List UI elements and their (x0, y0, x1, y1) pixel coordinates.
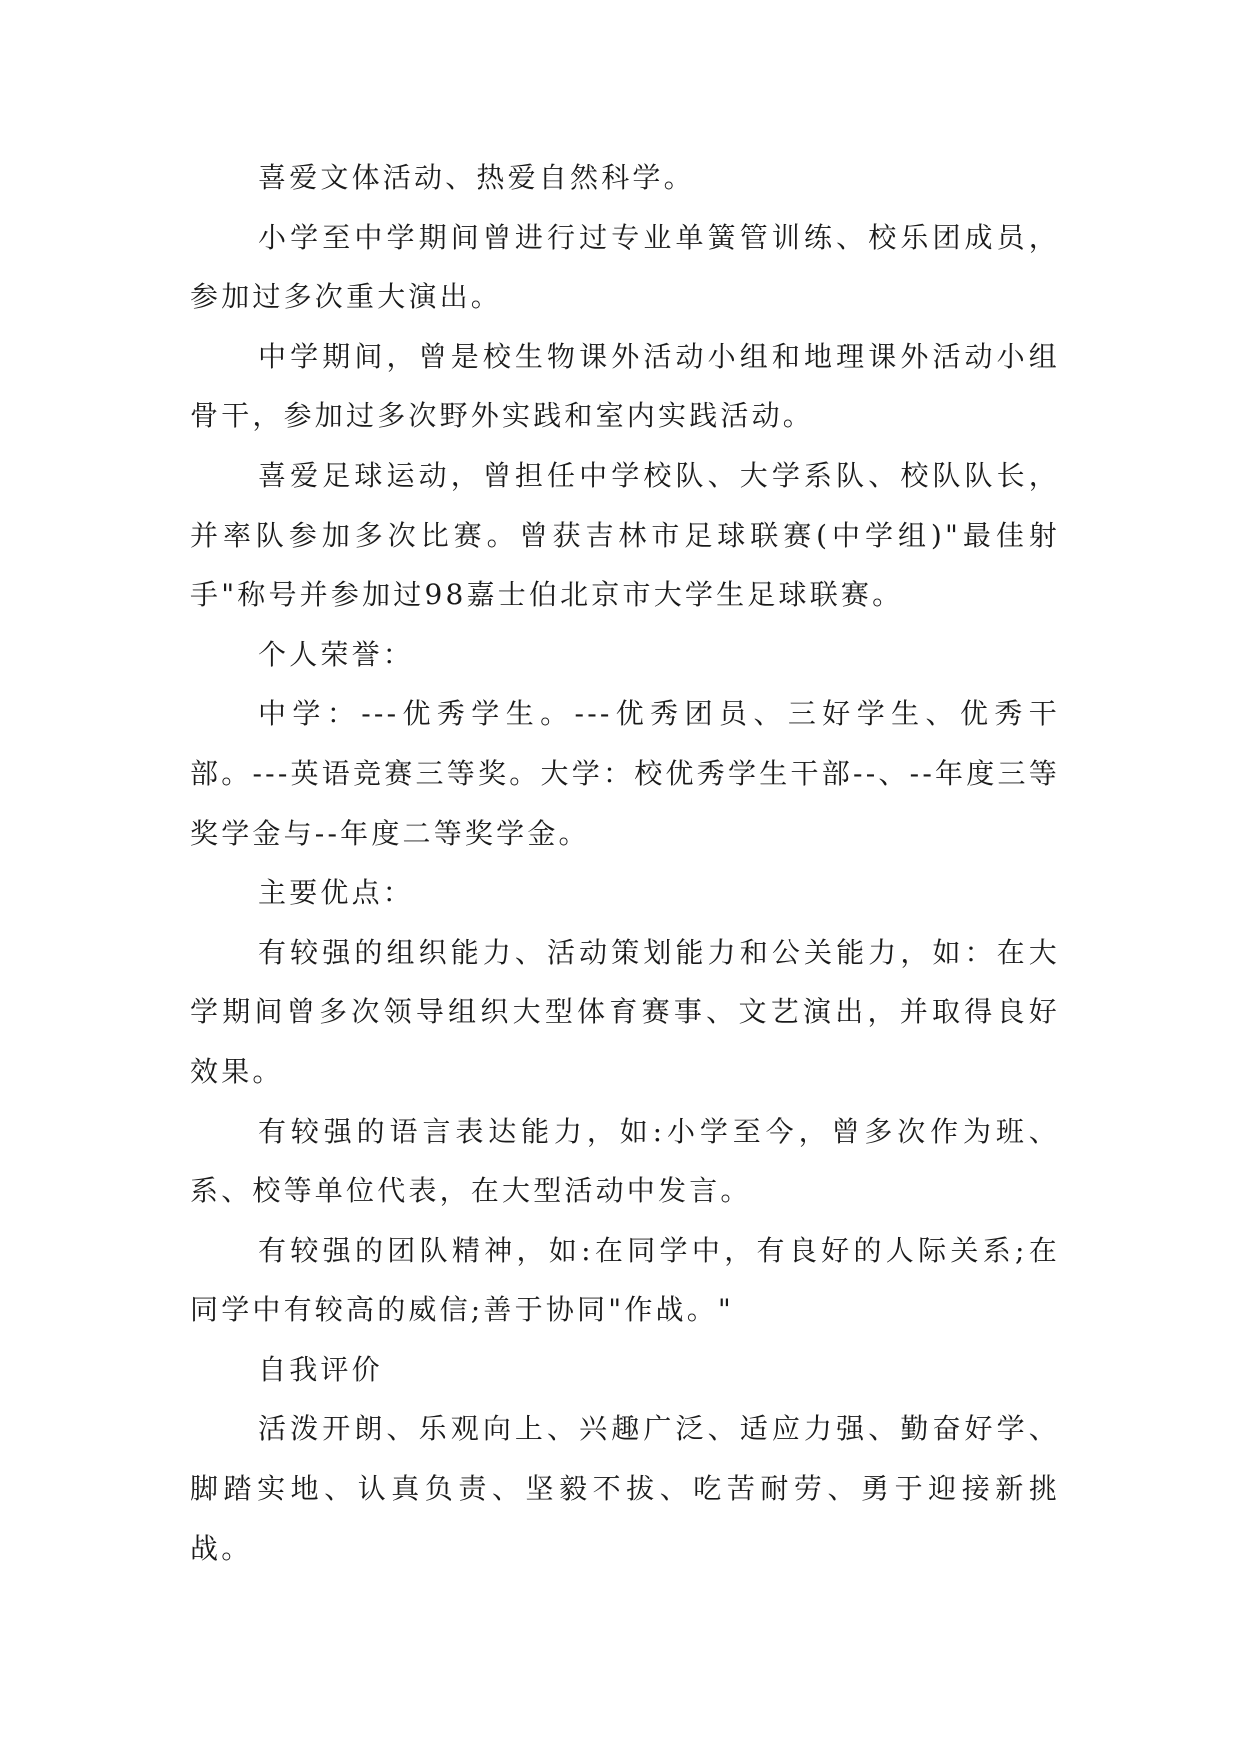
paragraph-science-groups: 中学期间，曾是校生物课外活动小组和地理课外活动小组骨干，参加过多次野外实践和室内实践活动。 (190, 339, 1060, 433)
paragraph-speaking: 有较强的语言表达能力，如:小学至今，曾多次作为班、系、校等单位代表，在大型活动中发言。 (190, 1114, 1060, 1208)
paragraph-self-evaluation: 活泼开朗、乐观向上、兴趣广泛、适应力强、勤奋好学、脚踏实地、认真负责、坚毅不拔、吃苦耐劳、勇于迎接新挑战。 (190, 1412, 1060, 1565)
paragraph-hobbies: 喜爱文体活动、热爱自然科学。 (258, 161, 695, 194)
paragraph-honors: 中学：---优秀学生。---优秀团员、三好学生、优秀干部。---英语竞赛三等奖。大学：校优秀学生干部--、--年度三等奖学金与--年度二等奖学金。 (190, 697, 1060, 850)
heading-self-evaluation: 自我评价 (258, 1352, 383, 1386)
heading-strengths: 主要优点： (258, 876, 415, 910)
paragraph-football: 喜爱足球运动，曾担任中学校队、大学系队、校队队长，并率队参加多次比赛。曾获吉林市足球联赛(中学组)"最佳射手"称号并参加过98嘉士伯北京市大学生足球联赛。 (190, 458, 1060, 612)
paragraph-teamwork: 有较强的团队精神，如:在同学中，有良好的人际关系;在同学中有较高的威信;善于协同"作战。" (190, 1233, 1060, 1327)
paragraph-music: 小学至中学期间曾进行过专业单簧管训练、校乐团成员，参加过多次重大演出。 (190, 220, 1060, 314)
heading-honors: 个人荣誉： (258, 637, 415, 671)
paragraph-organization: 有较强的组织能力、活动策划能力和公关能力，如：在大学期间曾多次领导组织大型体育赛事、文艺演出，并取得良好效果。 (190, 935, 1060, 1088)
document-page (190, 148, 1060, 1578)
